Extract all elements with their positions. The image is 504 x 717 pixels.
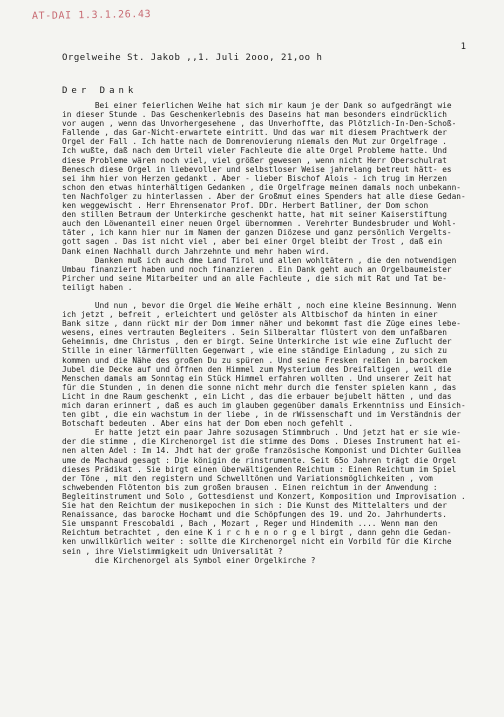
text-line: Jubel die Decke auf und öffnen den Himmel zum Mysterium des Dreifaltigen , weil die (62, 364, 452, 374)
text-line: diese Probleme wären noch viel, viel größer gewesen , wenn nicht Herr Oberschulrat (62, 155, 447, 165)
text-line: in dieser Stunde . Das Geschenkerlebnis des Daseins hat man besonders eindrücklich (62, 110, 447, 120)
text-line: schon den etwas hinterhältigen Gedanken , die Orgelfrage meinen damals noch unbekann- (62, 182, 462, 192)
text-line: Umbau finanziert haben und noch finanzieren . Ein Dank geht auch an Orgelbaumeister (62, 264, 452, 274)
text-line: vor augen , wenn das Unvorhergesehene , das Unverhoffte, das Plötzlich-In-Den-Schoß- (62, 119, 457, 129)
text-line: sein , ihre Vielstimmigkeit udn Universalität ? (62, 546, 283, 556)
text-line: Bank sitze , dann rückt mir der Dom immer näher und bekommt fast die Züge eines lebe- (62, 319, 462, 329)
text-line: Geheimnis, dme Christus , den er birgt. Seine Unterkirche ist wie eine Zuflucht der (62, 337, 452, 347)
paragraph-gap (62, 292, 488, 301)
paragraph-besinnung (62, 301, 488, 565)
text-line: ken weggewischt . Herr Ehrensenator Prof. DDr. Herbert Batliner, der Dom schon (62, 201, 429, 211)
text-line: sei ihm hier von Herzen gedankt . Aber - lieber Bischof Alois - ich trug im Herzen (62, 173, 447, 183)
text-line: gott sagen . Das ist nicht viel , aber bei einer Orgel bleibt der Trost , daß ein (62, 237, 443, 247)
text-line: ten Nachfolger zu hinterlassen . Aber der Großmut eines Spenders hat alle diese Gedan- (62, 191, 466, 201)
text-line: für die Stunden , in denen die sonne nicht mehr durch die fenster spielen kann , das (62, 382, 457, 392)
text-line: Pircher und seine Mitarbeiter und an alle Fachleute , die sich mit Rat und Tat be- (62, 273, 447, 283)
text-line: kommen und die Nähe des großen Du zu spüren . Und seine Fresken reißen in barockem (62, 355, 447, 365)
paragraph-dank (62, 101, 488, 292)
text-line: Renaissance, das barocke Hochamt und die Schöpfungen des 19. und 2o. Jahrhunderts. (62, 510, 447, 520)
text-line: der die stimme , die Kirchenorgel ist die stimme des Doms . Dieses Instrument hat ei- (62, 437, 462, 447)
text-line: den stillen Betraum der Unterkirche geschenkt hatte, hat mit seiner Kaiserstiftung (62, 210, 447, 220)
text-line: auch den Löwenanteil einer neuen Orgel übernommen . Verehrter Bundesbruder und Wohl- (62, 219, 457, 229)
text-line: Sie umspannt Frescobaldi , Bach , Mozart , Reger und Hindemith .... Wenn man den (62, 519, 438, 529)
text-line: Licht in dne Raum geschenkt , ein Licht , das die erbauer bejubelt hätten , und das (62, 391, 452, 401)
text-line: mich daran erinnert , daß es auch im glauben gegenüber damals Erkenntniss und Einsich- (62, 401, 466, 410)
text-line: Ich wußte, daß nach dem Urteil vieler Fachleute die alte Orgel Probleme hatte. Und (62, 146, 447, 156)
body-text (62, 101, 488, 565)
page-number: 1 (460, 42, 466, 52)
text-line: ken unwillkürlich weiter : sollte die Kirchenorgel nicht ein Vorbild für die Kirche (62, 537, 452, 547)
document-header: Orgelweihe St. Jakob ,,1. Juli 2ooo, 21,oo h (62, 53, 323, 63)
text-line: Botschaft bedeuten . Aber eins hat der Dom eben noch gefehlt . (62, 419, 354, 429)
text-line: Orgel der Fall . Ich hatte nach de Domrenovierung niemals den Mut zur Orgelfrage . (62, 137, 447, 147)
text-line: ume de Machaud gesagt : Die königin de rinstrumente. Seit 65o Jahren trägt die Orgel (62, 455, 457, 465)
text-line: Begleitinstrument und Solo , Gottesdienst und Konzert, Komposition und Improvisation . (62, 491, 466, 501)
text-line: schwebenden Flötenton bis zum großen brausen . Einen reichtum in der Anwendung : (62, 482, 438, 492)
text-line: Stille in einer lärmerfüllten Gegenwart , wie eine ständige Einladung , zu sich zu (62, 346, 447, 356)
text-line: ich jetzt , befreit , erleichtert und gelöster als Altbischof da hinten in einer (62, 310, 438, 320)
archive-stamp: AT-DAI 1.3.1.26.43 (31, 8, 152, 23)
text-line: nen alten Adel : Im 14. Jhdt hat der große französische Komponist und Dichter Guillea (62, 446, 462, 456)
section-title: Der Dank (62, 86, 138, 96)
text-line: die Kirchenorgel als Symbol einer Orgelkirche ? (62, 555, 316, 565)
text-line: Reichtum betrachtet , den eine K i r c h e n o r g e l birgt , dann gehn die Gedan- (62, 528, 452, 538)
text-line: wesens, eines vertrauten Begleiters . Sein Silberaltar flüstert von dem unfaßbaren (62, 328, 447, 338)
text-line: ten gibt , die ein wachstum in der liebe , in de rWissenschaft und im Verständnis der (62, 410, 462, 420)
text-line: Fallende , das Gar-Nicht-erwartete eintritt. Und das war mit diesem Prachtwerk der (62, 128, 447, 138)
text-line: Sie hat den Reichtum der musikepochen in sich : Die Kunst des Mittelalters und der (62, 501, 447, 511)
text-line: Und nun , bevor die Orgel die Weihe erhält , noch eine kleine Besinnung. Wenn (62, 300, 457, 310)
text-line: der Töne , mit den registern und Schwelltönen und Variationsmöglichkeiten , vom (62, 473, 433, 483)
text-line: Menschen damals am Sonntag ein Stück Himmel erfahren wollten . Und unserer Zeit hat (62, 373, 452, 383)
text-line: Benesch diese Orgel in liebevoller und selbstloser Weise jahrelang betreut hätt- es (62, 164, 452, 174)
text-line: teiligt haben . (62, 282, 133, 292)
text-line: Bei einer feierlichen Weihe hat sich mir kaum je der Dank so aufgedrängt wie (62, 101, 452, 110)
text-line: Er hatte jetzt ein paar Jahre sozusagen Stimmbruch . Und jetzt hat er sie wie- (62, 428, 462, 438)
text-line: dieses Prädikat . Sie birgt einen überwältigenden Reichtum : Einen Reichtum im Spiel (62, 464, 457, 474)
text-line: Danken muß ich auch dme Land Tirol und allen wohltätern , die den notwendigen (62, 255, 457, 265)
text-line: täter , ich kann hier nur im Namen der ganzen Diözese und ganz persönlich Vergelts- (62, 228, 452, 238)
text-line: Dank einen Nachhall durch Jahrzehnte und mehr haben wird. (62, 246, 330, 256)
